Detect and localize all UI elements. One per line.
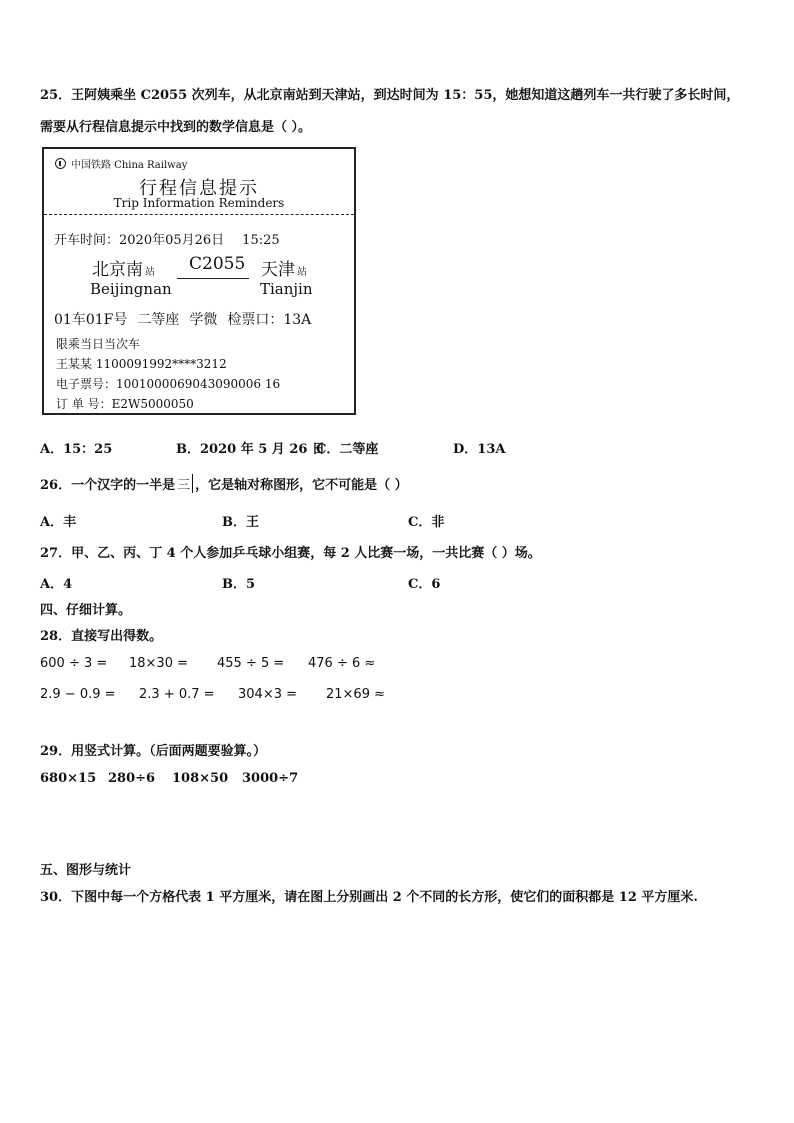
half-character-glyph: 三	[177, 474, 193, 493]
q25-option-b[interactable]: B．2020 年 5 月 26 日	[176, 442, 325, 457]
q28-r2-c2: 2.3 + 0.7 =	[139, 687, 215, 702]
q25-option-d[interactable]: D．13A	[453, 442, 506, 457]
ticket-title-cn: 行程信息提示	[139, 178, 259, 199]
to-station-cn: 天津 站	[261, 260, 307, 280]
q26-text	[40, 474, 408, 493]
q29-item-2: 280÷6	[108, 771, 156, 786]
q26-option-b[interactable]: B．王	[222, 515, 259, 530]
q28-r1-c3: 455 ÷ 5 =	[217, 656, 285, 671]
departure-label: 开车时间：2020年05月26日	[54, 233, 225, 248]
ticket-gate: 检票口：13A	[227, 312, 312, 328]
q29-item-4: 3000÷7	[242, 771, 299, 786]
q30-text: 30．下图中每一个方格代表 1 平方厘米，请在图上分别画出 2 个不同的长方形，使它们的面积都是 12 平方厘米.	[40, 890, 698, 905]
q27-option-b[interactable]: B．5	[222, 577, 256, 592]
ticket-brand: 中国铁路 China Railway	[71, 160, 188, 171]
ticket-restriction: 限乘当日当次车	[56, 337, 141, 351]
section-4-heading: 四、仔细计算。	[40, 603, 132, 618]
section-5-heading: 五、图形与统计	[40, 863, 132, 878]
q25-option-c[interactable]: C．二等座	[316, 442, 379, 457]
q27-option-a[interactable]: A．4	[40, 577, 73, 592]
ticket-order-no: 订 单 号：E2W5000050	[56, 397, 194, 411]
q28-r1-c2: 18×30 =	[129, 656, 189, 671]
q28-text: 28．直接写出得数。	[40, 629, 163, 644]
ticket-title-en: Trip Information Reminders	[113, 196, 285, 210]
q28-r2-c4: 21×69 ≈	[326, 687, 386, 702]
q29-text: 29．用竖式计算。（后面两题要验算。）	[40, 744, 267, 759]
q27-text: 27．甲、乙、丙、丁 4 个人参加乒乓球小组赛，每 2 人比赛一场，一共比赛（ ）场。	[40, 546, 541, 561]
china-railway-logo-icon	[55, 158, 66, 169]
q28-r1-c4: 476 ÷ 6 ≈	[308, 656, 376, 671]
q28-r2-c3: 304×3 =	[238, 687, 298, 702]
to-station-en: Tianjin	[260, 280, 313, 298]
q26-option-c[interactable]: C．非	[408, 515, 445, 530]
q26-after: ，它是轴对称图形，它不可能是（ ）	[195, 478, 408, 493]
q28-r2-c1: 2.9 − 0.9 =	[40, 687, 116, 702]
q26-before: 26．一个汉字的一半是	[40, 478, 176, 493]
ticket-departure	[54, 229, 280, 248]
train-number: C2055	[189, 254, 246, 274]
from-station-en: Beijingnan	[90, 280, 172, 298]
q28-r1-c1: 600 ÷ 3 =	[40, 656, 108, 671]
drawing-area[interactable]	[40, 905, 754, 1105]
trip-info-ticket	[42, 147, 356, 415]
q25-line2: 需要从行程信息提示中找到的数学信息是（ ）。	[40, 120, 312, 135]
ticket-type: 学微	[189, 312, 218, 328]
q27-option-c[interactable]: C．6	[408, 577, 441, 592]
train-arrow-line	[177, 278, 249, 279]
ticket-divider	[44, 214, 354, 215]
from-station-cn: 北京南 站	[92, 260, 155, 280]
q29-item-1: 680×15	[40, 771, 97, 786]
departure-time: 15:25	[242, 233, 280, 248]
q29-item-3: 108×50	[172, 771, 229, 786]
q25-option-a[interactable]: A．15：25	[40, 442, 113, 457]
ticket-seat-line	[54, 309, 321, 329]
q25-line1: 25．王阿姨乘坐 C2055 次列车，从北京南站到天津站，到达时间为 15：55，她想知道这趟列车一共行驶了多长时间，	[40, 88, 740, 103]
car-seat: 01车01F号	[54, 312, 128, 328]
ticket-eticket-no: 电子票号：1001000069043090006 16	[56, 377, 281, 391]
q26-option-a[interactable]: A．丰	[40, 515, 77, 530]
ticket-passenger: 王某某 1100091992****3212	[56, 357, 227, 371]
seat-class: 二等座	[137, 312, 180, 328]
